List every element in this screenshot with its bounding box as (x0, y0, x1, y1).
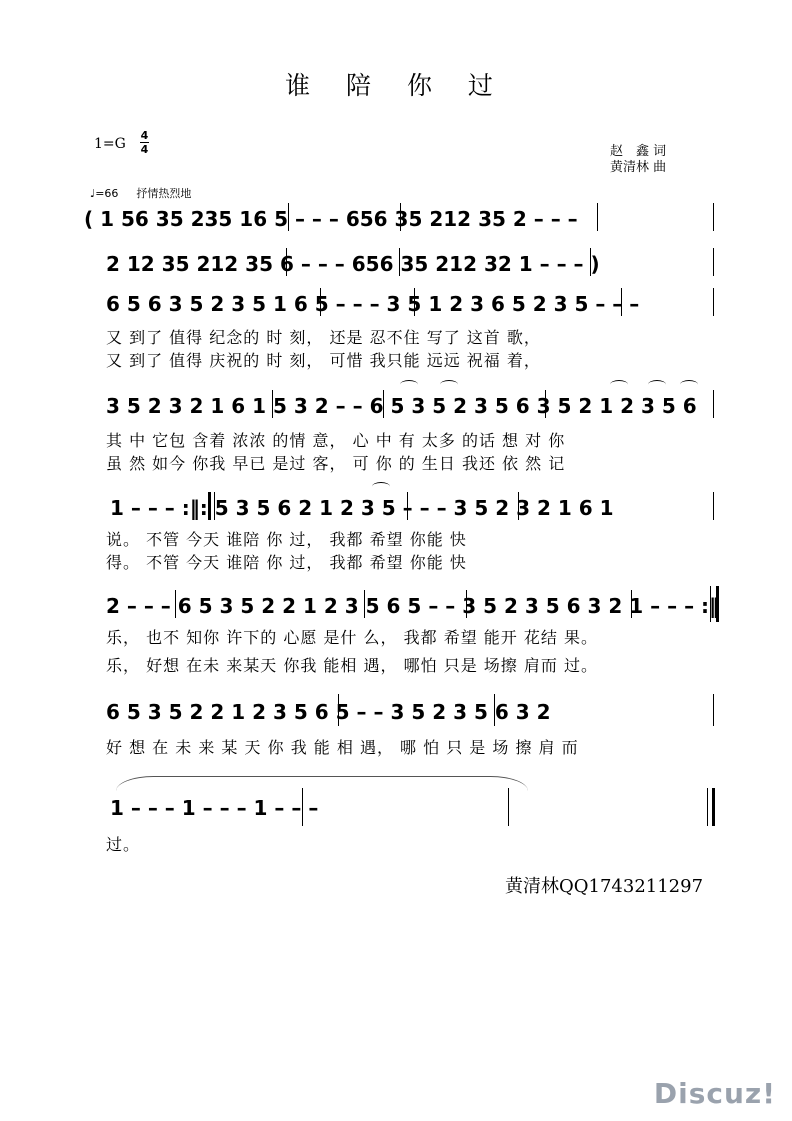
barline (320, 288, 321, 316)
lyrics-row-6-verse-2: 乐， 好想 在未 来某天 你我 能相 遇， 哪怕 只是 场擦 肩而 过。 (106, 656, 598, 675)
lyrics-row-5-verse-2: 得。 不管 今天 谁陪 你 过， 我都 希望 你能 快 (106, 553, 467, 572)
slur (648, 380, 666, 389)
lyrics-row-3-verse-1: 又 到了 值得 纪念的 时 刻， 还是 忍不住 写了 这首 歌， (106, 328, 541, 347)
barline (631, 590, 632, 618)
barline (713, 390, 714, 418)
score-row-6-notes: 2 – – – 6 5 3 5 2 2 1 2 3 5 6 5 – – 3 5 2 3 5 6 3 2 1 – – – :‖ (106, 594, 720, 618)
barline (383, 390, 384, 418)
lyrics-row-3-verse-2: 又 到了 值得 庆祝的 时 刻， 可惜 我只能 远远 祝福 着， (106, 351, 541, 370)
time-signature (140, 130, 149, 155)
lyrics-row-8-verse-1: 过。 (106, 835, 141, 854)
lyrics-row-4-verse-2: 虽 然 如今 你我 早已 是过 客， 可 你 的 生日 我还 依 然 记 (106, 454, 566, 473)
barline (590, 248, 591, 276)
slur (372, 482, 390, 491)
barline (288, 203, 289, 231)
barline (466, 590, 467, 618)
barline (597, 203, 598, 231)
lyricist-credit: 赵 鑫 词 (610, 144, 667, 159)
barline (286, 248, 287, 276)
barline (545, 390, 546, 418)
phrase-slur (116, 776, 528, 791)
barline (399, 248, 400, 276)
barline (338, 694, 339, 726)
page-title: 谁 陪 你 过 (285, 71, 507, 100)
barline (175, 590, 176, 618)
barline (494, 694, 495, 726)
barline (710, 586, 711, 622)
time-signature-top: 4 (140, 129, 149, 142)
slur (440, 380, 458, 389)
score-row-2-notes: 2 12 35 212 35 6 – – – 656 35 212 32 1 – – – ) (106, 252, 600, 276)
barline (272, 390, 273, 418)
expression-mark: 抒情热烈地 (136, 187, 192, 200)
barline (713, 288, 714, 316)
lyrics-row-4-verse-1: 其 中 它包 含着 浓浓 的情 意， 心 中 有 太多 的话 想 对 你 (106, 431, 566, 450)
barline (621, 288, 622, 316)
score-row-8-notes: 1 – – – 1 – – – 1 – – – (110, 796, 319, 820)
barline (302, 788, 303, 826)
watermark: Discuz! (653, 1077, 776, 1110)
final-repeat-barline (716, 586, 719, 622)
score-row-5-notes: 1 – – – :‖: 5 3 5 6 2 1 2 3 5 – – – 3 5 2 3 2 1 6 1 (110, 496, 614, 520)
lyrics-row-7-verse-1: 好 想 在 未 来 某 天 你 我 能 相 遇， 哪 怕 只 是 场 擦 肩 而 (106, 738, 579, 757)
tempo-mark: ♩=66 (90, 187, 119, 200)
barline (364, 590, 365, 618)
slur (610, 380, 628, 389)
repeat-end-barline (208, 492, 211, 520)
composer-credit: 黄清林 曲 (610, 160, 667, 175)
lyrics-row-5-verse-1: 说。 不管 今天 谁陪 你 过， 我都 希望 你能 快 (106, 530, 467, 549)
barline (707, 788, 708, 826)
slur (680, 380, 698, 389)
barline (400, 203, 401, 231)
tempo-marking (90, 185, 191, 201)
barline (407, 492, 408, 520)
repeat-start-barline (214, 492, 215, 520)
key-signature: 1=G (94, 136, 126, 152)
score-row-4-notes: 3 5 2 3 2 1 6 1 5 3 2 – – 6 5 3 5 2 3 5 6 3 5 2 1 2 3 5 6 (106, 394, 697, 418)
final-barline (712, 788, 715, 826)
barline (508, 788, 509, 826)
barline (713, 492, 714, 520)
barline (518, 492, 519, 520)
lyrics-row-6-verse-1: 乐， 也不 知你 许下的 心愿 是什 么， 我都 希望 能开 花结 果。 (106, 628, 598, 647)
signature: 黄清林QQ1743211297 (505, 876, 704, 897)
barline (713, 203, 714, 231)
barline (713, 694, 714, 726)
slur (400, 380, 418, 389)
barline (414, 288, 415, 316)
score-row-7-notes: 6 5 3 5 2 2 1 2 3 5 6 5 – – 3 5 2 3 5 6 3 2 (106, 700, 551, 724)
time-signature-bottom: 4 (140, 143, 149, 156)
barline (713, 248, 714, 276)
score-row-3-notes: 6 5 6 3 5 2 3 5 1 6 5 – – – 3 5 1 2 3 6 5 2 3 5 – – – (106, 292, 640, 316)
score-row-1-notes: ( 1 56 35 235 16 5 – – – 656 35 212 35 2 – – – (84, 207, 578, 231)
